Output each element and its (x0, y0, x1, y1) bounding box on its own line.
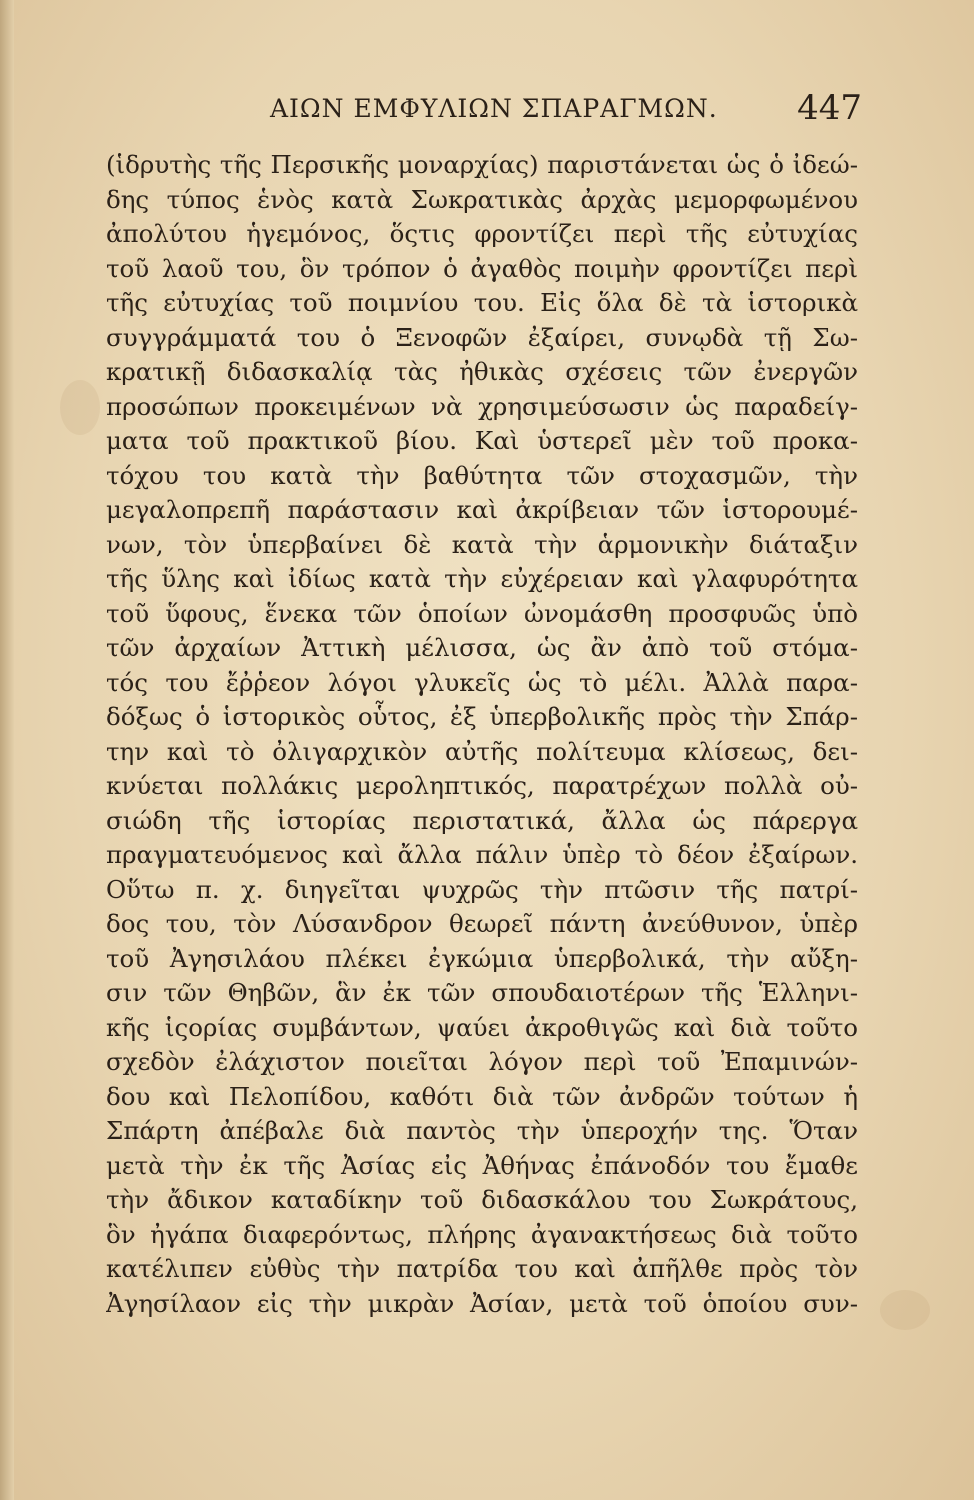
text-line: κατέλιπεν εὐθὺς τὴν πατρίδα του καὶ ἀπῆλθε πρὸς τὸν (106, 1254, 858, 1283)
text-line: μεγαλοπρεπῆ παράστασιν καὶ ἀκρίβειαν τῶν ἱστορουμέ- (106, 495, 858, 524)
text-line: δόξως ὁ ἱστορικὸς οὗτος, ἐξ ὑπερβολικῆς πρὸς τὴν Σπάρ- (106, 702, 858, 731)
text-line: (ἱδρυτὴς τῆς Περσικῆς μοναρχίας) παριστάνεται ὡς ὁ ἰδεώ- (106, 150, 858, 179)
body-text (106, 148, 858, 1321)
page-number: 447 (797, 88, 862, 128)
text-line: κρατικῇ διδασκαλίᾳ τὰς ἠθικὰς σχέσεις τῶν ἐνεργῶν (106, 357, 858, 386)
paper-stain (60, 380, 100, 435)
text-line: την καὶ τὸ ὀλιγαρχικὸν αὐτῆς πολίτευμα κλίσεως, δει- (106, 736, 858, 766)
text-line: τοῦ Ἀγησιλάου πλέκει ἐγκώμια ὑπερβολικά, τὴν αὔξη- (106, 943, 858, 973)
page-gutter (0, 0, 14, 1500)
text-line: προσώπων προκειμένων νὰ χρησιμεύσωσιν ὡς παραδείγ- (106, 391, 858, 421)
text-line: νων, τὸν ὑπερβαίνει δὲ κατὰ τὴν ἁρμονικὴν διάταξιν (106, 529, 858, 559)
text-line: Οὕτω π. χ. διηγεῖται ψυχρῶς τὴν πτῶσιν τῆς πατρί- (106, 874, 858, 904)
text-line: τοῦ λαοῦ του, ὃν τρόπον ὁ ἀγαθὸς ποιμὴν φροντίζει περὶ (106, 253, 858, 283)
text-line: μετὰ τὴν ἐκ τῆς Ἀσίας εἰς Ἀθήνας ἐπάνοδόν του ἔμαθε (106, 1150, 858, 1180)
page-header (270, 88, 862, 134)
text-line: κῆς ἱςορίας συμβάντων, ψαύει ἀκροθιγῶς καὶ διὰ τοῦτο (106, 1012, 858, 1042)
text-line: κνύεται πολλάκις μεροληπτικός, παρατρέχων πολλὰ οὐ- (106, 771, 858, 800)
text-line: τοῦ ὕφους, ἕνεκα τῶν ὁποίων ὠνομάσθη προσφυῶς ὑπὸ (106, 598, 858, 628)
text-line: τὴν ἄδικον καταδίκην τοῦ διδασκάλου του Σωκράτους, (106, 1185, 858, 1214)
text-line: δος του, τὸν Λύσανδρον θεωρεῖ πάντη ἀνεύθυνον, ὑπὲρ (106, 909, 858, 938)
text-line: Σπάρτη ἀπέβαλε διὰ παντὸς τὴν ὑπεροχήν της. Ὅταν (106, 1116, 858, 1145)
running-title: ΑΙΩΝ ΕΜΦΥΛΙΩΝ ΣΠΑΡΑΓΜΩΝ. (270, 94, 718, 123)
text-line: δου καὶ Πελοπίδου, καθότι διὰ τῶν ἀνδρῶν τούτων ἡ (106, 1081, 858, 1111)
text-line: δης τύπος ἑνὸς κατὰ Σωκρατικὰς ἀρχὰς μεμορφωμένου (106, 184, 858, 214)
text-line: τῶν ἀρχαίων Ἀττικὴ μέλισσα, ὡς ἂν ἀπὸ τοῦ στόμα- (106, 633, 858, 662)
text-line: ἀπολύτου ἡγεμόνος, ὅςτις φροντίζει περὶ τῆς εὐτυχίας (106, 219, 858, 248)
text-line: τός του ἔῤῥεον λόγοι γλυκεῖς ὡς τὸ μέλι. Ἀλλὰ παρα- (106, 667, 858, 697)
text-line: τόχου του κατὰ τὴν βαθύτητα τῶν στοχασμῶν, τὴν (106, 460, 858, 490)
text-line: συγγράμματά του ὁ Ξενοφῶν ἐξαίρει, συνῳδὰ τῇ Σω- (106, 322, 858, 352)
text-line: ὃν ἠγάπα διαφερόντως, πλήρης ἀγανακτήσεως διὰ τοῦτο (106, 1219, 858, 1249)
text-line: Ἀγησίλαον εἰς τὴν μικρὰν Ἀσίαν, μετὰ τοῦ ὁποίου συν- (106, 1288, 858, 1318)
text-line: σχεδὸν ἐλάχιστον ποιεῖται λόγον περὶ τοῦ Ἐπαμινών- (106, 1047, 858, 1076)
paper-stain (880, 1290, 930, 1330)
text-line: σιν τῶν Θηβῶν, ἃν ἐκ τῶν σπουδαιοτέρων τῆς Ἑλληνι- (106, 978, 858, 1007)
text-line: τῆς εὐτυχίας τοῦ ποιμνίου του. Εἰς ὅλα δὲ τὰ ἱστορικὰ (106, 288, 858, 317)
text-line: σιώδη τῆς ἱστορίας περιστατικά, ἄλλα ὡς πάρεργα (106, 805, 858, 835)
text-line: ματα τοῦ πρακτικοῦ βίου. Καὶ ὑστερεῖ μὲν τοῦ προκα- (106, 426, 858, 455)
text-line: τῆς ὕλης καὶ ἰδίως κατὰ τὴν εὐχέρειαν καὶ γλαφυρότητα (106, 564, 858, 593)
text-line: πραγματευόμενος καὶ ἄλλα πάλιν ὑπὲρ τὸ δέον ἐξαίρων. (106, 840, 858, 869)
